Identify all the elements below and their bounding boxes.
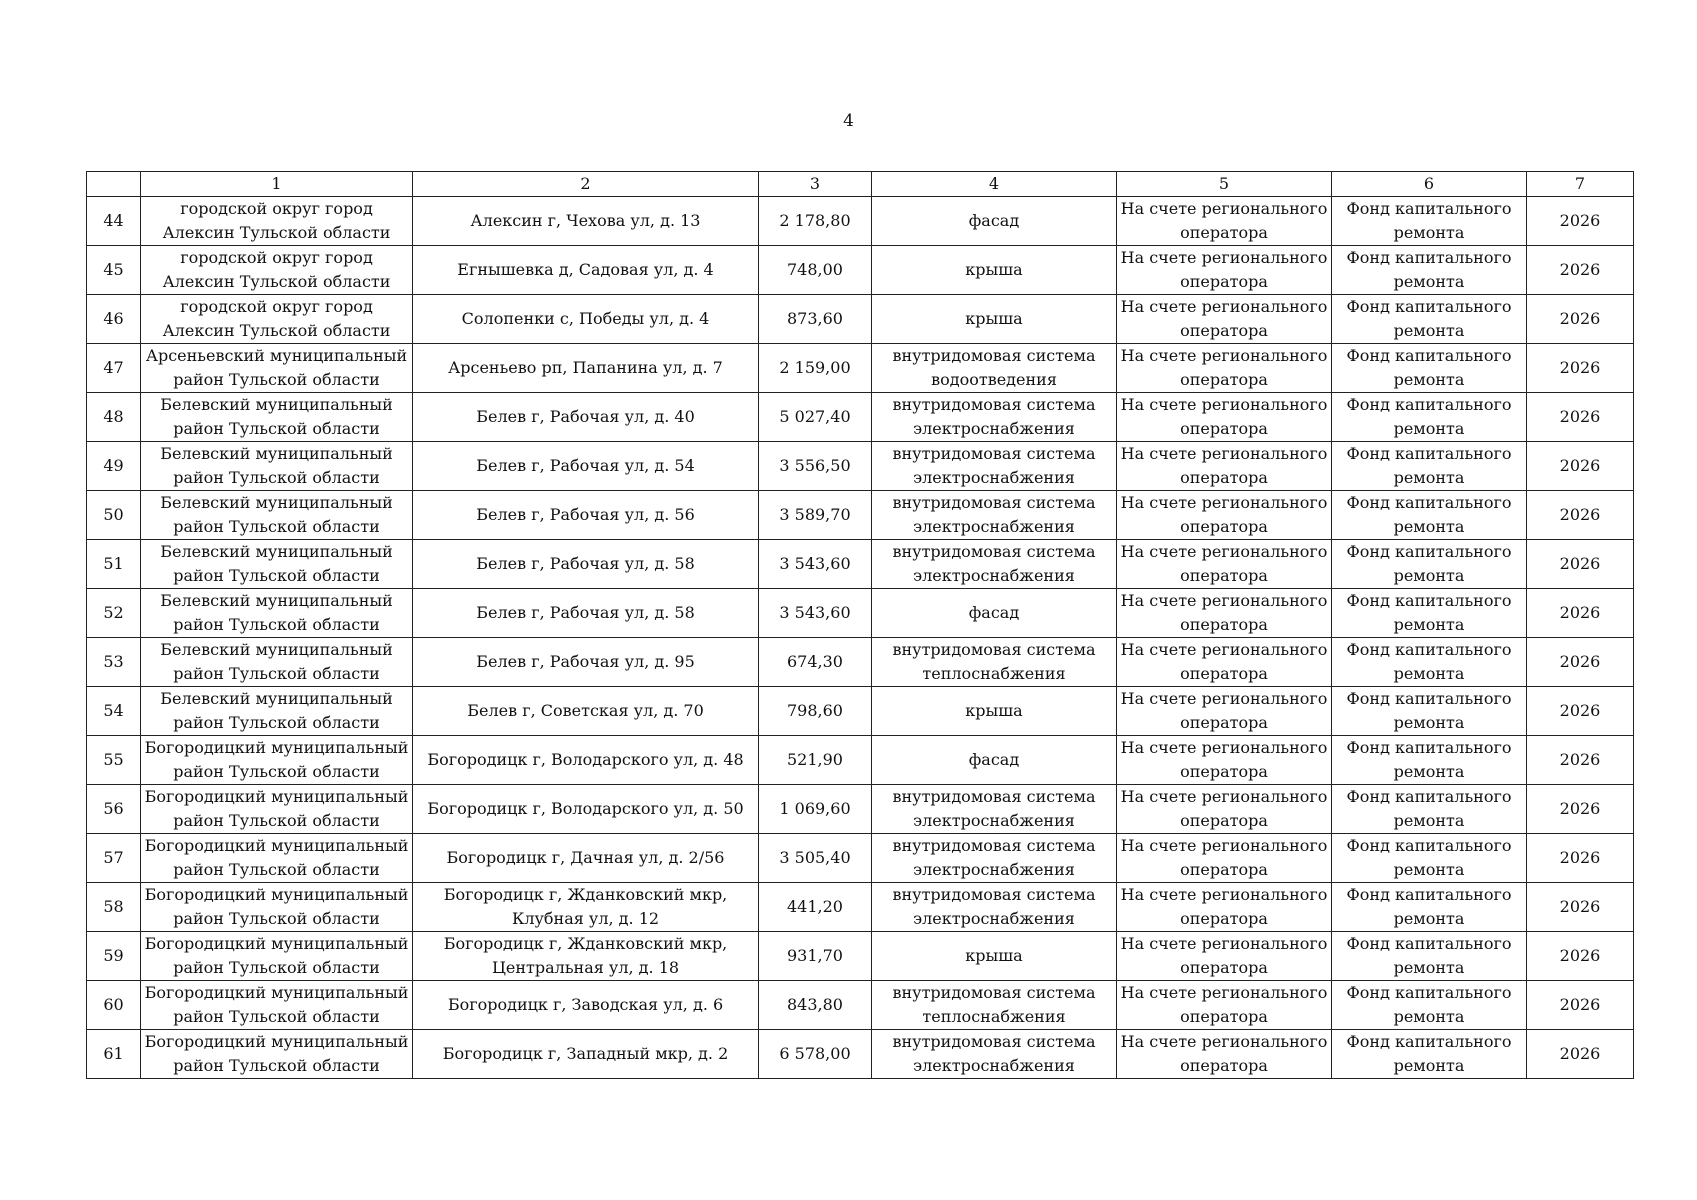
cell-row-number: 45: [87, 246, 141, 295]
cell-work-type: внутридомовая система электроснабжения: [872, 491, 1117, 540]
cell-fund-formation-method: На счете регионального оператора: [1117, 540, 1332, 589]
table-row: [87, 442, 1634, 491]
cell-municipality: Богородицкий муниципальный район Тульской области: [141, 736, 413, 785]
cell-fund-formation-method: На счете регионального оператора: [1117, 687, 1332, 736]
column-header-area: 3: [759, 172, 872, 197]
cell-work-type: внутридомовая система теплоснабжения: [872, 981, 1117, 1030]
cell-area: 843,80: [759, 981, 872, 1030]
cell-row-number: 59: [87, 932, 141, 981]
cell-area: 674,30: [759, 638, 872, 687]
cell-planned-year: 2026: [1527, 1030, 1634, 1079]
cell-work-type: крыша: [872, 295, 1117, 344]
cell-municipality: Белевский муниципальный район Тульской области: [141, 393, 413, 442]
cell-address: Егнышевка д, Садовая ул, д. 4: [413, 246, 759, 295]
cell-financing-source: Фонд капитального ремонта: [1332, 393, 1527, 442]
cell-fund-formation-method: На счете регионального оператора: [1117, 981, 1332, 1030]
registry-table: [86, 171, 1634, 1079]
cell-area: 3 589,70: [759, 491, 872, 540]
cell-financing-source: Фонд капитального ремонта: [1332, 540, 1527, 589]
cell-area: 798,60: [759, 687, 872, 736]
cell-financing-source: Фонд капитального ремонта: [1332, 883, 1527, 932]
cell-municipality: Белевский муниципальный район Тульской области: [141, 589, 413, 638]
cell-row-number: 54: [87, 687, 141, 736]
cell-fund-formation-method: На счете регионального оператора: [1117, 246, 1332, 295]
cell-area: 3 505,40: [759, 834, 872, 883]
cell-work-type: внутридомовая система электроснабжения: [872, 883, 1117, 932]
table-row: [87, 736, 1634, 785]
column-header-address: 2: [413, 172, 759, 197]
cell-work-type: фасад: [872, 197, 1117, 246]
cell-fund-formation-method: На счете регионального оператора: [1117, 785, 1332, 834]
cell-row-number: 44: [87, 197, 141, 246]
cell-planned-year: 2026: [1527, 687, 1634, 736]
cell-row-number: 61: [87, 1030, 141, 1079]
cell-fund-formation-method: На счете регионального оператора: [1117, 638, 1332, 687]
cell-work-type: фасад: [872, 736, 1117, 785]
cell-planned-year: 2026: [1527, 197, 1634, 246]
cell-fund-formation-method: На счете регионального оператора: [1117, 442, 1332, 491]
cell-address: Богородицк г, Жданковский мкр, Центральная ул, д. 18: [413, 932, 759, 981]
cell-fund-formation-method: На счете регионального оператора: [1117, 197, 1332, 246]
cell-financing-source: Фонд капитального ремонта: [1332, 197, 1527, 246]
column-header-fund-formation-method: 5: [1117, 172, 1332, 197]
header-row: [87, 172, 1634, 197]
cell-municipality: городской округ город Алексин Тульской области: [141, 197, 413, 246]
cell-planned-year: 2026: [1527, 589, 1634, 638]
cell-financing-source: Фонд капитального ремонта: [1332, 932, 1527, 981]
table-row: [87, 785, 1634, 834]
cell-address: Солопенки с, Победы ул, д. 4: [413, 295, 759, 344]
cell-municipality: Богородицкий муниципальный район Тульской области: [141, 883, 413, 932]
cell-fund-formation-method: На счете регионального оператора: [1117, 932, 1332, 981]
cell-municipality: Богородицкий муниципальный район Тульской области: [141, 932, 413, 981]
cell-area: 3 556,50: [759, 442, 872, 491]
cell-work-type: фасад: [872, 589, 1117, 638]
cell-fund-formation-method: На счете регионального оператора: [1117, 834, 1332, 883]
table-row: [87, 246, 1634, 295]
cell-work-type: внутридомовая система электроснабжения: [872, 540, 1117, 589]
cell-address: Белев г, Рабочая ул, д. 54: [413, 442, 759, 491]
cell-area: 2 159,00: [759, 344, 872, 393]
cell-fund-formation-method: На счете регионального оператора: [1117, 393, 1332, 442]
cell-financing-source: Фонд капитального ремонта: [1332, 295, 1527, 344]
cell-area: 748,00: [759, 246, 872, 295]
cell-planned-year: 2026: [1527, 932, 1634, 981]
cell-fund-formation-method: На счете регионального оператора: [1117, 295, 1332, 344]
cell-financing-source: Фонд капитального ремонта: [1332, 785, 1527, 834]
cell-municipality: Белевский муниципальный район Тульской области: [141, 540, 413, 589]
cell-planned-year: 2026: [1527, 834, 1634, 883]
cell-area: 1 069,60: [759, 785, 872, 834]
cell-area: 3 543,60: [759, 540, 872, 589]
cell-address: Белев г, Рабочая ул, д. 58: [413, 589, 759, 638]
cell-row-number: 52: [87, 589, 141, 638]
cell-municipality: городской округ город Алексин Тульской области: [141, 246, 413, 295]
table-row: [87, 687, 1634, 736]
cell-financing-source: Фонд капитального ремонта: [1332, 442, 1527, 491]
cell-area: 931,70: [759, 932, 872, 981]
table-row: [87, 393, 1634, 442]
table-row: [87, 932, 1634, 981]
cell-municipality: Богородицкий муниципальный район Тульской области: [141, 981, 413, 1030]
table-row: [87, 638, 1634, 687]
cell-municipality: Белевский муниципальный район Тульской области: [141, 687, 413, 736]
cell-municipality: Богородицкий муниципальный район Тульской области: [141, 1030, 413, 1079]
cell-area: 521,90: [759, 736, 872, 785]
cell-fund-formation-method: На счете регионального оператора: [1117, 491, 1332, 540]
table-row: [87, 883, 1634, 932]
column-header-financing-source: 6: [1332, 172, 1527, 197]
cell-work-type: внутридомовая система электроснабжения: [872, 393, 1117, 442]
cell-row-number: 55: [87, 736, 141, 785]
table-row: [87, 295, 1634, 344]
cell-planned-year: 2026: [1527, 736, 1634, 785]
cell-address: Белев г, Советская ул, д. 70: [413, 687, 759, 736]
cell-area: 6 578,00: [759, 1030, 872, 1079]
cell-area: 441,20: [759, 883, 872, 932]
cell-address: Белев г, Рабочая ул, д. 58: [413, 540, 759, 589]
cell-financing-source: Фонд капитального ремонта: [1332, 981, 1527, 1030]
cell-planned-year: 2026: [1527, 883, 1634, 932]
cell-row-number: 53: [87, 638, 141, 687]
cell-work-type: внутридомовая система электроснабжения: [872, 1030, 1117, 1079]
cell-address: Богородицк г, Володарского ул, д. 50: [413, 785, 759, 834]
cell-planned-year: 2026: [1527, 442, 1634, 491]
cell-municipality: Богородицкий муниципальный район Тульской области: [141, 785, 413, 834]
cell-planned-year: 2026: [1527, 393, 1634, 442]
cell-fund-formation-method: На счете регионального оператора: [1117, 344, 1332, 393]
cell-work-type: внутридомовая система электроснабжения: [872, 442, 1117, 491]
cell-financing-source: Фонд капитального ремонта: [1332, 344, 1527, 393]
cell-fund-formation-method: На счете регионального оператора: [1117, 883, 1332, 932]
cell-address: Алексин г, Чехова ул, д. 13: [413, 197, 759, 246]
column-header-planned-year: 7: [1527, 172, 1634, 197]
cell-municipality: городской округ город Алексин Тульской области: [141, 295, 413, 344]
cell-row-number: 50: [87, 491, 141, 540]
cell-financing-source: Фонд капитального ремонта: [1332, 638, 1527, 687]
cell-financing-source: Фонд капитального ремонта: [1332, 687, 1527, 736]
cell-area: 3 543,60: [759, 589, 872, 638]
cell-work-type: крыша: [872, 246, 1117, 295]
table-row: [87, 540, 1634, 589]
cell-work-type: крыша: [872, 687, 1117, 736]
table-header: [87, 172, 1634, 197]
cell-area: 873,60: [759, 295, 872, 344]
cell-address: Богородицк г, Жданковский мкр, Клубная ул, д. 12: [413, 883, 759, 932]
table-row: [87, 491, 1634, 540]
cell-work-type: внутридомовая система водоотведения: [872, 344, 1117, 393]
cell-address: Белев г, Рабочая ул, д. 40: [413, 393, 759, 442]
cell-row-number: 60: [87, 981, 141, 1030]
cell-municipality: Белевский муниципальный район Тульской области: [141, 491, 413, 540]
cell-address: Белев г, Рабочая ул, д. 95: [413, 638, 759, 687]
cell-financing-source: Фонд капитального ремонта: [1332, 1030, 1527, 1079]
table-row: [87, 197, 1634, 246]
column-header-row-number: [87, 172, 141, 197]
cell-row-number: 58: [87, 883, 141, 932]
column-header-municipality: 1: [141, 172, 413, 197]
cell-work-type: крыша: [872, 932, 1117, 981]
table-body: [87, 197, 1634, 1079]
cell-row-number: 46: [87, 295, 141, 344]
cell-row-number: 56: [87, 785, 141, 834]
cell-fund-formation-method: На счете регионального оператора: [1117, 736, 1332, 785]
cell-financing-source: Фонд капитального ремонта: [1332, 491, 1527, 540]
cell-work-type: внутридомовая система электроснабжения: [872, 834, 1117, 883]
column-header-work-type: 4: [872, 172, 1117, 197]
cell-planned-year: 2026: [1527, 491, 1634, 540]
cell-planned-year: 2026: [1527, 344, 1634, 393]
cell-planned-year: 2026: [1527, 981, 1634, 1030]
cell-municipality: Арсеньевский муниципальный район Тульской области: [141, 344, 413, 393]
page-number: 4: [843, 111, 854, 131]
cell-financing-source: Фонд капитального ремонта: [1332, 246, 1527, 295]
cell-planned-year: 2026: [1527, 638, 1634, 687]
cell-financing-source: Фонд капитального ремонта: [1332, 834, 1527, 883]
cell-address: Богородицк г, Западный мкр, д. 2: [413, 1030, 759, 1079]
cell-area: 5 027,40: [759, 393, 872, 442]
cell-row-number: 48: [87, 393, 141, 442]
table-row: [87, 589, 1634, 638]
cell-address: Арсеньево рп, Папанина ул, д. 7: [413, 344, 759, 393]
table-row: [87, 344, 1634, 393]
cell-planned-year: 2026: [1527, 785, 1634, 834]
table-row: [87, 981, 1634, 1030]
cell-row-number: 57: [87, 834, 141, 883]
cell-area: 2 178,80: [759, 197, 872, 246]
cell-municipality: Белевский муниципальный район Тульской области: [141, 638, 413, 687]
cell-address: Богородицк г, Заводская ул, д. 6: [413, 981, 759, 1030]
cell-address: Богородицк г, Дачная ул, д. 2/56: [413, 834, 759, 883]
cell-planned-year: 2026: [1527, 246, 1634, 295]
table-row: [87, 1030, 1634, 1079]
table-row: [87, 834, 1634, 883]
cell-row-number: 49: [87, 442, 141, 491]
cell-row-number: 47: [87, 344, 141, 393]
cell-work-type: внутридомовая система теплоснабжения: [872, 638, 1117, 687]
cell-planned-year: 2026: [1527, 295, 1634, 344]
cell-row-number: 51: [87, 540, 141, 589]
cell-financing-source: Фонд капитального ремонта: [1332, 736, 1527, 785]
cell-address: Белев г, Рабочая ул, д. 56: [413, 491, 759, 540]
cell-address: Богородицк г, Володарского ул, д. 48: [413, 736, 759, 785]
cell-municipality: Богородицкий муниципальный район Тульской области: [141, 834, 413, 883]
cell-work-type: внутридомовая система электроснабжения: [872, 785, 1117, 834]
cell-planned-year: 2026: [1527, 540, 1634, 589]
cell-municipality: Белевский муниципальный район Тульской области: [141, 442, 413, 491]
cell-fund-formation-method: На счете регионального оператора: [1117, 1030, 1332, 1079]
cell-fund-formation-method: На счете регионального оператора: [1117, 589, 1332, 638]
cell-financing-source: Фонд капитального ремонта: [1332, 589, 1527, 638]
